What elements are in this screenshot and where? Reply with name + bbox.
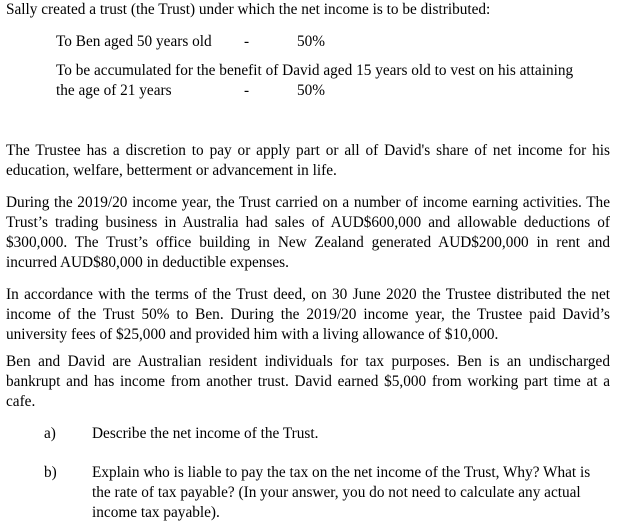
intro-text: Sally created a trust (the Trust) under which the net income is to be distributed: [6, 1, 491, 18]
distribution-beneficiary: To Ben aged 50 years old [56, 33, 212, 50]
distribution-beneficiary-line1: To be accumulated for the benefit of David aged 15 years old to vest on his attaining [56, 62, 574, 79]
distribution-share: 50% [297, 82, 326, 99]
paragraph-residency: Ben and David are Australian resident individuals for tax purposes. Ben is an undischarged bankrupt and has income from another trust. David earned $5,000 from working part time at a cafe. [6, 353, 610, 410]
question-marker: a) [44, 425, 56, 442]
distribution-share: 50% [297, 33, 326, 50]
paragraph-income-activities: During the 2019/20 income year, the Trust carried on a number of income earning activities. The Trust’s trading business in Australia had sales of AUD$600,000 and allowable deductions of $300,000. The Trust’s office building in New Zealand generated AUD$200,000 in rent and incurred AUD$80,000 in deductible expenses. [6, 194, 610, 271]
distribution-dash: - [244, 82, 250, 99]
paragraph-trustee-discretion: The Trustee has a discretion to pay or apply part or all of David's share of net income for his education, welfare, betterment or advancement in life. [6, 142, 610, 179]
paragraph-distribution: In accordance with the terms of the Trust deed, on 30 June 2020 the Trustee distributed the net income of the Trust 50% to Ben. During the 2019/20 income year, the Trustee paid David’s university fees of $25,000 and provided him with a living allowance of $10,000. [6, 286, 610, 343]
question-text: Describe the net income of the Trust. [92, 425, 319, 442]
distribution-dash: - [244, 33, 250, 50]
question-marker: b) [44, 464, 57, 481]
distribution-beneficiary-line2: the age of 21 years [56, 82, 172, 99]
question-text: Explain who is liable to pay the tax on the net income of the Trust, Why? What is the rate of tax payable? (In your answer, you do not need to calculate any actual income tax payable). [92, 464, 591, 521]
